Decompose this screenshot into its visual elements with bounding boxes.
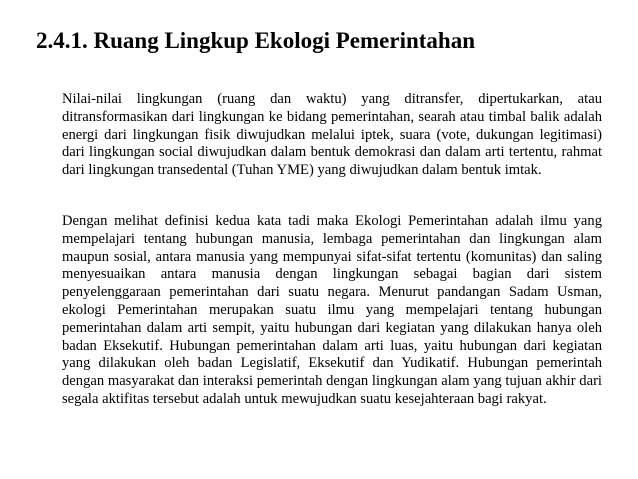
paragraph-environment-values: Nilai-nilai lingkungan (ruang dan waktu) yang ditransfer, dipertukarkan, atau ditransformasikan dari lingkungan ke bidang pemerintahan, searah atau timbal balik adalah energi dari lingkungan fisik diwujudkan melalui iptek, suara (vote, dukungan legitimasi) dari lingkungan social diwujudkan dalam bentuk demokrasi dan dalam arti tertentu, rahmat dari lingkungan transedental (Tuhan YME) yang diwujudkan dalam bentuk imtak.	[62, 91, 602, 179]
section-title: 2.4.1. Ruang Lingkup Ekologi Pemerintahan	[36, 28, 476, 53]
paragraph-government-ecology-definition: Dengan melihat definisi kedua kata tadi maka Ekologi Pemerintahan adalah ilmu yang mempelajari tentang hubungan manusia, lembaga pemerintahan dan lingkungan alam maupun sosial, antara manusia yang mempunyai sifat-sifat tertentu (komunitas) dan saling menyesuaikan antara manusia dengan lingkungan sebagai bagian dari sistem penyelenggaraan pemerintahan dari suatu negara. Menurut pandangan Sadam Usman, ekologi Pemerintahan merupakan suatu ilmu yang mempelajari tentang hubungan pemerintahan dalam arti sempit, yaitu hubungan dari kegiatan yang dilakukan hanya oleh badan Eksekutif. Hubungan pemerintahan dalam arti luas, yaitu hubungan dari kegiatan yang dilakukan oleh badan Legislatif, Eksekutif dan Yudikatif. Hubungan pemerintah dengan masyarakat dan interaksi pemerintah dengan lingkungan alam yang tujuan akhir dari segala aktifitas tersebut adalah untuk mewujudkan suatu kesejahteraan bagi rakyat.	[62, 213, 602, 407]
